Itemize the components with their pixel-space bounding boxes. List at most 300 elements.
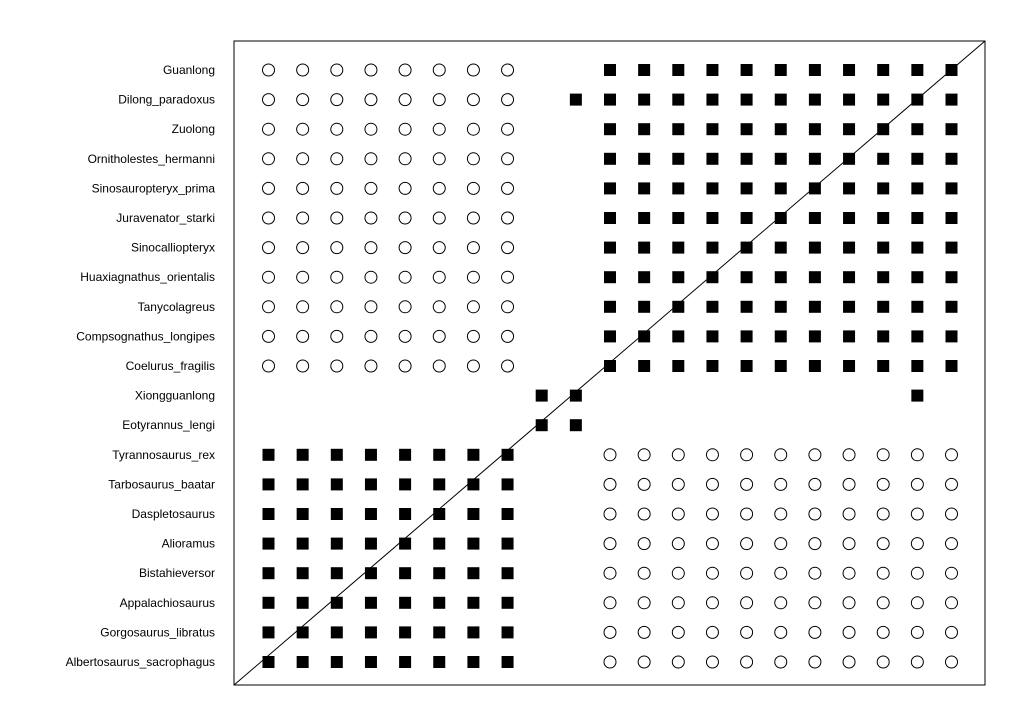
open-circle-mark — [331, 64, 343, 76]
filled-square-mark — [672, 153, 684, 165]
open-circle-mark — [672, 478, 684, 490]
filled-square-mark — [331, 656, 343, 668]
filled-square-mark — [775, 271, 787, 283]
filled-square-mark — [911, 301, 923, 313]
filled-square-mark — [706, 242, 718, 254]
open-circle-mark — [843, 656, 855, 668]
filled-square-mark — [775, 242, 787, 254]
open-circle-mark — [946, 626, 958, 638]
open-circle-mark — [946, 449, 958, 461]
open-circle-mark — [331, 330, 343, 342]
filled-square-mark — [263, 478, 275, 490]
open-circle-mark — [809, 538, 821, 550]
filled-square-mark — [672, 271, 684, 283]
filled-square-mark — [638, 301, 650, 313]
row-label: Daspletosaurus — [131, 507, 215, 521]
filled-square-mark — [331, 538, 343, 550]
open-circle-mark — [843, 626, 855, 638]
open-circle-mark — [365, 330, 377, 342]
filled-square-mark — [433, 478, 445, 490]
open-circle-mark — [502, 360, 514, 372]
filled-square-mark — [843, 153, 855, 165]
open-circle-mark — [741, 478, 753, 490]
open-circle-mark — [706, 597, 718, 609]
open-circle-mark — [502, 330, 514, 342]
matrix-marks — [263, 64, 958, 668]
open-circle-mark — [604, 567, 616, 579]
open-circle-mark — [775, 449, 787, 461]
filled-square-mark — [843, 212, 855, 224]
filled-square-mark — [911, 123, 923, 135]
open-circle-mark — [433, 271, 445, 283]
open-circle-mark — [911, 626, 923, 638]
open-circle-mark — [741, 597, 753, 609]
open-circle-mark — [843, 597, 855, 609]
filled-square-mark — [570, 94, 582, 106]
open-circle-mark — [775, 508, 787, 520]
filled-square-mark — [809, 94, 821, 106]
filled-square-mark — [604, 271, 616, 283]
open-circle-mark — [433, 301, 445, 313]
filled-square-mark — [706, 330, 718, 342]
filled-square-mark — [604, 153, 616, 165]
filled-square-mark — [775, 64, 787, 76]
open-circle-mark — [843, 538, 855, 550]
filled-square-mark — [433, 626, 445, 638]
open-circle-mark — [775, 538, 787, 550]
filled-square-mark — [706, 301, 718, 313]
open-circle-mark — [297, 123, 309, 135]
filled-square-mark — [775, 330, 787, 342]
open-circle-mark — [877, 538, 889, 550]
open-circle-mark — [263, 153, 275, 165]
filled-square-mark — [502, 626, 514, 638]
open-circle-mark — [604, 508, 616, 520]
open-circle-mark — [741, 626, 753, 638]
open-circle-mark — [467, 271, 479, 283]
filled-square-mark — [365, 656, 377, 668]
open-circle-mark — [604, 656, 616, 668]
filled-square-mark — [672, 182, 684, 194]
filled-square-mark — [706, 64, 718, 76]
filled-square-mark — [467, 626, 479, 638]
filled-square-mark — [946, 330, 958, 342]
filled-square-mark — [706, 212, 718, 224]
open-circle-mark — [467, 94, 479, 106]
filled-square-mark — [809, 360, 821, 372]
open-circle-mark — [741, 538, 753, 550]
filled-square-mark — [638, 153, 650, 165]
open-circle-mark — [399, 360, 411, 372]
row-label: Tanycolagreus — [137, 299, 215, 314]
filled-square-mark — [911, 330, 923, 342]
filled-square-mark — [946, 153, 958, 165]
open-circle-mark — [297, 94, 309, 106]
open-circle-mark — [467, 64, 479, 76]
open-circle-mark — [911, 567, 923, 579]
filled-square-mark — [775, 153, 787, 165]
filled-square-mark — [741, 182, 753, 194]
filled-square-mark — [433, 449, 445, 461]
row-label: Sinosauropteryx_prima — [91, 181, 215, 196]
open-circle-mark — [604, 626, 616, 638]
filled-square-mark — [946, 271, 958, 283]
filled-square-mark — [843, 94, 855, 106]
filled-square-mark — [297, 449, 309, 461]
open-circle-mark — [467, 330, 479, 342]
filled-square-mark — [877, 94, 889, 106]
filled-square-mark — [467, 508, 479, 520]
filled-square-mark — [843, 330, 855, 342]
row-label: Juravenator_starki — [116, 211, 215, 225]
filled-square-mark — [706, 360, 718, 372]
filled-square-mark — [297, 597, 309, 609]
filled-square-mark — [809, 330, 821, 342]
filled-square-mark — [877, 123, 889, 135]
open-circle-mark — [502, 153, 514, 165]
filled-square-mark — [570, 419, 582, 431]
open-circle-mark — [638, 538, 650, 550]
filled-square-mark — [911, 390, 923, 402]
filled-square-mark — [467, 656, 479, 668]
filled-square-mark — [741, 330, 753, 342]
filled-square-mark — [263, 567, 275, 579]
filled-square-mark — [741, 123, 753, 135]
open-circle-mark — [775, 478, 787, 490]
filled-square-mark — [604, 64, 616, 76]
open-circle-mark — [467, 153, 479, 165]
filled-square-mark — [843, 242, 855, 254]
filled-square-mark — [365, 449, 377, 461]
filled-square-mark — [843, 182, 855, 194]
filled-square-mark — [604, 212, 616, 224]
filled-square-mark — [399, 538, 411, 550]
filled-square-mark — [331, 478, 343, 490]
open-circle-mark — [911, 478, 923, 490]
open-circle-mark — [502, 182, 514, 194]
row-label: Appalachiosaurus — [119, 595, 215, 610]
filled-square-mark — [775, 123, 787, 135]
open-circle-mark — [263, 301, 275, 313]
open-circle-mark — [877, 508, 889, 520]
filled-square-mark — [911, 360, 923, 372]
filled-square-mark — [911, 242, 923, 254]
filled-square-mark — [638, 123, 650, 135]
open-circle-mark — [946, 567, 958, 579]
filled-square-mark — [946, 301, 958, 313]
open-circle-mark — [946, 508, 958, 520]
open-circle-mark — [365, 94, 377, 106]
filled-square-mark — [672, 64, 684, 76]
open-circle-mark — [809, 597, 821, 609]
row-label: Sinocalliopteryx — [130, 240, 215, 255]
filled-square-mark — [877, 212, 889, 224]
filled-square-mark — [877, 64, 889, 76]
open-circle-mark — [741, 449, 753, 461]
open-circle-mark — [331, 123, 343, 135]
filled-square-mark — [467, 478, 479, 490]
filled-square-mark — [877, 360, 889, 372]
open-circle-mark — [638, 449, 650, 461]
open-circle-mark — [706, 449, 718, 461]
open-circle-mark — [946, 478, 958, 490]
open-circle-mark — [706, 656, 718, 668]
filled-square-mark — [467, 449, 479, 461]
open-circle-mark — [263, 64, 275, 76]
filled-square-mark — [604, 94, 616, 106]
filled-square-mark — [809, 123, 821, 135]
filled-square-mark — [911, 153, 923, 165]
open-circle-mark — [775, 656, 787, 668]
filled-square-mark — [706, 271, 718, 283]
filled-square-mark — [809, 212, 821, 224]
filled-square-mark — [809, 242, 821, 254]
filled-square-mark — [399, 449, 411, 461]
open-circle-mark — [638, 508, 650, 520]
open-circle-mark — [911, 538, 923, 550]
filled-square-mark — [263, 626, 275, 638]
filled-square-mark — [775, 182, 787, 194]
filled-square-mark — [775, 212, 787, 224]
filled-square-mark — [263, 508, 275, 520]
filled-square-mark — [399, 656, 411, 668]
open-circle-mark — [263, 182, 275, 194]
filled-square-mark — [502, 597, 514, 609]
filled-square-mark — [638, 360, 650, 372]
open-circle-mark — [604, 538, 616, 550]
open-circle-mark — [365, 301, 377, 313]
open-circle-mark — [946, 656, 958, 668]
open-circle-mark — [399, 182, 411, 194]
filled-square-mark — [843, 301, 855, 313]
open-circle-mark — [672, 449, 684, 461]
row-label: Zuolong — [171, 122, 215, 137]
filled-square-mark — [946, 242, 958, 254]
open-circle-mark — [706, 478, 718, 490]
filled-square-mark — [502, 567, 514, 579]
open-circle-mark — [433, 242, 445, 254]
open-circle-mark — [399, 64, 411, 76]
filled-square-mark — [433, 656, 445, 668]
filled-square-mark — [399, 508, 411, 520]
open-circle-mark — [741, 656, 753, 668]
open-circle-mark — [843, 449, 855, 461]
open-circle-mark — [502, 123, 514, 135]
open-circle-mark — [331, 271, 343, 283]
open-circle-mark — [331, 182, 343, 194]
filled-square-mark — [843, 360, 855, 372]
open-circle-mark — [297, 182, 309, 194]
row-label: Dilong_paradoxus — [118, 92, 215, 107]
filled-square-mark — [809, 271, 821, 283]
filled-square-mark — [604, 330, 616, 342]
filled-square-mark — [877, 271, 889, 283]
filled-square-mark — [399, 478, 411, 490]
filled-square-mark — [263, 449, 275, 461]
row-label: Xiongguanlong — [134, 388, 215, 403]
filled-square-mark — [809, 301, 821, 313]
open-circle-mark — [638, 626, 650, 638]
open-circle-mark — [638, 567, 650, 579]
open-circle-mark — [672, 538, 684, 550]
open-circle-mark — [843, 478, 855, 490]
open-circle-mark — [433, 212, 445, 224]
filled-square-mark — [741, 153, 753, 165]
open-circle-mark — [399, 271, 411, 283]
filled-square-mark — [638, 330, 650, 342]
open-circle-mark — [843, 567, 855, 579]
open-circle-mark — [911, 449, 923, 461]
filled-square-mark — [467, 538, 479, 550]
filled-square-mark — [706, 123, 718, 135]
filled-square-mark — [911, 182, 923, 194]
filled-square-mark — [741, 271, 753, 283]
filled-square-mark — [638, 64, 650, 76]
open-circle-mark — [365, 271, 377, 283]
filled-square-mark — [604, 301, 616, 313]
filled-square-mark — [843, 123, 855, 135]
open-circle-mark — [638, 597, 650, 609]
open-circle-mark — [467, 182, 479, 194]
filled-square-mark — [775, 360, 787, 372]
open-circle-mark — [672, 567, 684, 579]
open-circle-mark — [502, 94, 514, 106]
open-circle-mark — [365, 212, 377, 224]
filled-square-mark — [365, 567, 377, 579]
filled-square-mark — [263, 597, 275, 609]
open-circle-mark — [877, 656, 889, 668]
open-circle-mark — [911, 508, 923, 520]
filled-square-mark — [433, 567, 445, 579]
open-circle-mark — [263, 330, 275, 342]
open-circle-mark — [399, 94, 411, 106]
open-circle-mark — [604, 597, 616, 609]
open-circle-mark — [502, 212, 514, 224]
filled-square-mark — [946, 182, 958, 194]
open-circle-mark — [331, 301, 343, 313]
filled-square-mark — [365, 538, 377, 550]
row-label: Tarbosaurus_baatar — [108, 477, 215, 492]
filled-square-mark — [502, 478, 514, 490]
filled-square-mark — [946, 212, 958, 224]
open-circle-mark — [263, 123, 275, 135]
row-label: Guanlong — [162, 63, 215, 77]
open-circle-mark — [502, 271, 514, 283]
open-circle-mark — [741, 567, 753, 579]
open-circle-mark — [365, 360, 377, 372]
open-circle-mark — [843, 508, 855, 520]
filled-square-mark — [399, 567, 411, 579]
open-circle-mark — [263, 360, 275, 372]
open-circle-mark — [331, 153, 343, 165]
filled-square-mark — [877, 301, 889, 313]
filled-square-mark — [297, 478, 309, 490]
open-circle-mark — [911, 656, 923, 668]
open-circle-mark — [502, 242, 514, 254]
filled-square-mark — [638, 212, 650, 224]
row-label: Eotyrannus_lengi — [122, 418, 215, 433]
filled-square-mark — [467, 597, 479, 609]
filled-square-mark — [706, 94, 718, 106]
filled-square-mark — [877, 242, 889, 254]
open-circle-mark — [297, 242, 309, 254]
open-circle-mark — [672, 656, 684, 668]
filled-square-mark — [911, 64, 923, 76]
filled-square-mark — [672, 360, 684, 372]
open-circle-mark — [399, 242, 411, 254]
filled-square-mark — [331, 597, 343, 609]
open-circle-mark — [399, 123, 411, 135]
filled-square-mark — [672, 123, 684, 135]
row-label: Bistahieversor — [138, 566, 215, 581]
open-circle-mark — [706, 626, 718, 638]
open-circle-mark — [331, 242, 343, 254]
open-circle-mark — [809, 656, 821, 668]
filled-square-mark — [946, 123, 958, 135]
open-circle-mark — [297, 330, 309, 342]
filled-square-mark — [741, 94, 753, 106]
filled-square-mark — [809, 182, 821, 194]
open-circle-mark — [331, 94, 343, 106]
open-circle-mark — [297, 212, 309, 224]
open-circle-mark — [911, 597, 923, 609]
open-circle-mark — [399, 330, 411, 342]
open-circle-mark — [467, 212, 479, 224]
filled-square-mark — [604, 123, 616, 135]
open-circle-mark — [297, 301, 309, 313]
open-circle-mark — [809, 449, 821, 461]
open-circle-mark — [502, 301, 514, 313]
filled-square-mark — [433, 597, 445, 609]
open-circle-mark — [433, 123, 445, 135]
filled-square-mark — [638, 242, 650, 254]
open-circle-mark — [433, 330, 445, 342]
open-circle-mark — [877, 449, 889, 461]
filled-square-mark — [911, 271, 923, 283]
filled-square-mark — [638, 94, 650, 106]
filled-square-mark — [877, 182, 889, 194]
open-circle-mark — [399, 212, 411, 224]
filled-square-mark — [672, 301, 684, 313]
row-labels — [66, 63, 216, 669]
open-circle-mark — [263, 212, 275, 224]
open-circle-mark — [365, 64, 377, 76]
open-circle-mark — [775, 597, 787, 609]
row-label: Tyrannosaurus_rex — [112, 447, 215, 462]
filled-square-mark — [706, 153, 718, 165]
filled-square-mark — [843, 64, 855, 76]
filled-square-mark — [433, 538, 445, 550]
filled-square-mark — [741, 64, 753, 76]
filled-square-mark — [502, 449, 514, 461]
filled-square-mark — [502, 656, 514, 668]
filled-square-mark — [263, 538, 275, 550]
filled-square-mark — [604, 182, 616, 194]
filled-square-mark — [365, 597, 377, 609]
open-circle-mark — [331, 360, 343, 372]
open-circle-mark — [604, 449, 616, 461]
open-circle-mark — [604, 478, 616, 490]
filled-square-mark — [775, 301, 787, 313]
open-circle-mark — [638, 478, 650, 490]
filled-square-mark — [672, 330, 684, 342]
row-label: Compsognathus_longipes — [76, 329, 215, 344]
open-circle-mark — [263, 94, 275, 106]
open-circle-mark — [263, 242, 275, 254]
open-circle-mark — [877, 626, 889, 638]
filled-square-mark — [263, 656, 275, 668]
open-circle-mark — [263, 271, 275, 283]
